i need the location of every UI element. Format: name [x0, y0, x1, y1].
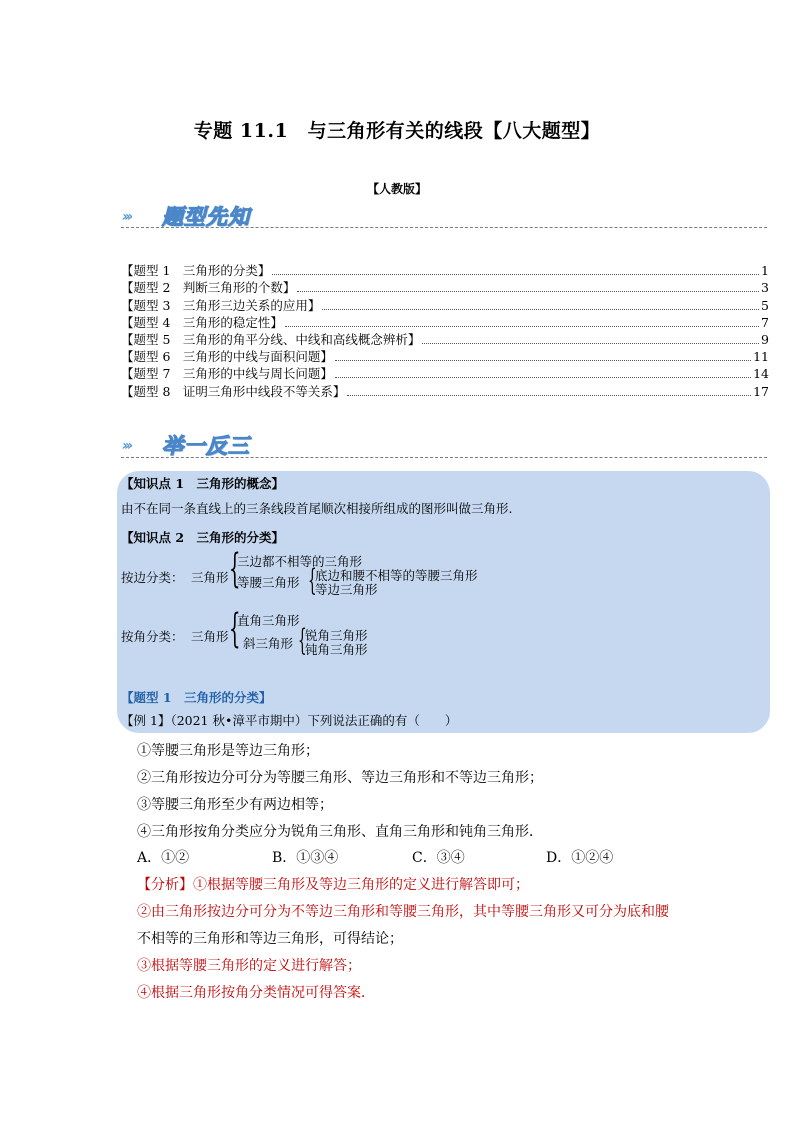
toc-item[interactable]: 【题型 7 三角形的中线与周长问题】 14 — [121, 366, 769, 382]
classify-item: 底边和腰不相等的等腰三角形 — [315, 568, 478, 583]
classify-root: 三角形 — [191, 570, 229, 585]
classify-item: 等边三角形 — [315, 582, 378, 597]
classify-by-side-label: 按边分类： — [121, 570, 184, 585]
brace-icon: { — [308, 563, 317, 598]
analysis-line: 【分析】①根据等腰三角形及等边三角形的定义进行解答即可； — [137, 877, 529, 893]
section-heading-preview — [122, 201, 262, 233]
example-prefix: 【例 1】（2021 秋•漳平市期中）下列说法正确的有（ ） — [121, 713, 458, 728]
analysis-label: 【分析】 — [137, 877, 193, 893]
toc-item[interactable]: 【题型 8 证明三角形中线段不等关系】 17 — [121, 383, 769, 399]
statement-item: ①等腰三角形是等边三角形； — [137, 743, 319, 759]
toc-item[interactable]: 【题型 6 三角形的中线与面积问题】 11 — [121, 349, 769, 365]
knowledge-text-1: 由不在同一条直线上的三条线段首尾顺次相接所组成的图形叫做三角形. — [121, 501, 513, 516]
statement-item: ②三角形按边分可分为等腰三角形、等边三角形和不等边三角形； — [137, 770, 543, 786]
option-a[interactable]: A．①② — [137, 850, 190, 866]
option-d[interactable]: D．①②④ — [546, 850, 614, 866]
analysis-line: ②由三角形按边分可分为不等边三角形和等腰三角形，其中等腰三角形又可分为底和腰 — [137, 904, 669, 920]
triple-arrow-icon: ››› — [122, 209, 131, 225]
statement-item: ④三角形按角分类应分为锐角三角形、直角三角形和钝角三角形． — [137, 824, 543, 840]
section-heading-text: 举一反三 — [162, 434, 250, 458]
type-heading: 【题型 1 三角形的分类】 — [121, 690, 272, 705]
divider — [121, 457, 767, 458]
classify-root: 三角形 — [191, 629, 229, 644]
toc-item[interactable]: 【题型 3 三角形三边关系的应用】 5 — [121, 297, 769, 313]
classify-item: 锐角三角形 — [305, 628, 368, 643]
classify-item: 钝角三角形 — [305, 642, 368, 657]
divider — [121, 227, 767, 228]
analysis-line: ③根据等腰三角形的定义进行解答； — [137, 958, 361, 974]
brace-icon: { — [229, 606, 241, 652]
option-c[interactable]: C．③④ — [412, 850, 465, 866]
edition-label: 【人教版】 — [366, 182, 427, 196]
triple-arrow-icon: ››› — [122, 438, 131, 454]
knowledge-title-2: 【知识点 2 三角形的分类】 — [121, 530, 285, 545]
classify-item: 斜三角形 — [243, 636, 294, 651]
brace-icon: { — [298, 623, 307, 658]
classify-item: 三边都不相等的三角形 — [237, 554, 363, 569]
section-heading-text: 题型先知 — [162, 205, 250, 229]
knowledge-title-1: 【知识点 1 三角形的概念】 — [121, 476, 285, 491]
statement-item: ③等腰三角形至少有两边相等； — [137, 797, 333, 813]
toc-item[interactable]: 【题型 5 三角形的角平分线、中线和高线概念辨析】 9 — [121, 331, 769, 347]
classify-item: 等腰三角形 — [237, 575, 300, 590]
classify-item: 直角三角形 — [237, 613, 300, 628]
classify-by-angle-label: 按角分类： — [121, 629, 184, 644]
page-title: 专题 11.1 与三角形有关的线段【八大题型】 — [193, 120, 601, 142]
table-of-contents — [121, 262, 769, 400]
toc-item[interactable]: 【题型 4 三角形的稳定性】 7 — [121, 314, 769, 330]
analysis-line: 不相等的三角形和等边三角形，可得结论； — [137, 931, 403, 947]
brace-icon: { — [229, 546, 241, 592]
analysis-line: ④根据三角形按角分类情况可得答案． — [137, 985, 375, 1001]
toc-item[interactable]: 【题型 2 判断三角形的个数】 3 — [121, 280, 769, 296]
option-b[interactable]: B．①③④ — [272, 850, 339, 866]
toc-item[interactable]: 【题型 1 三角形的分类】 1 — [121, 263, 769, 279]
